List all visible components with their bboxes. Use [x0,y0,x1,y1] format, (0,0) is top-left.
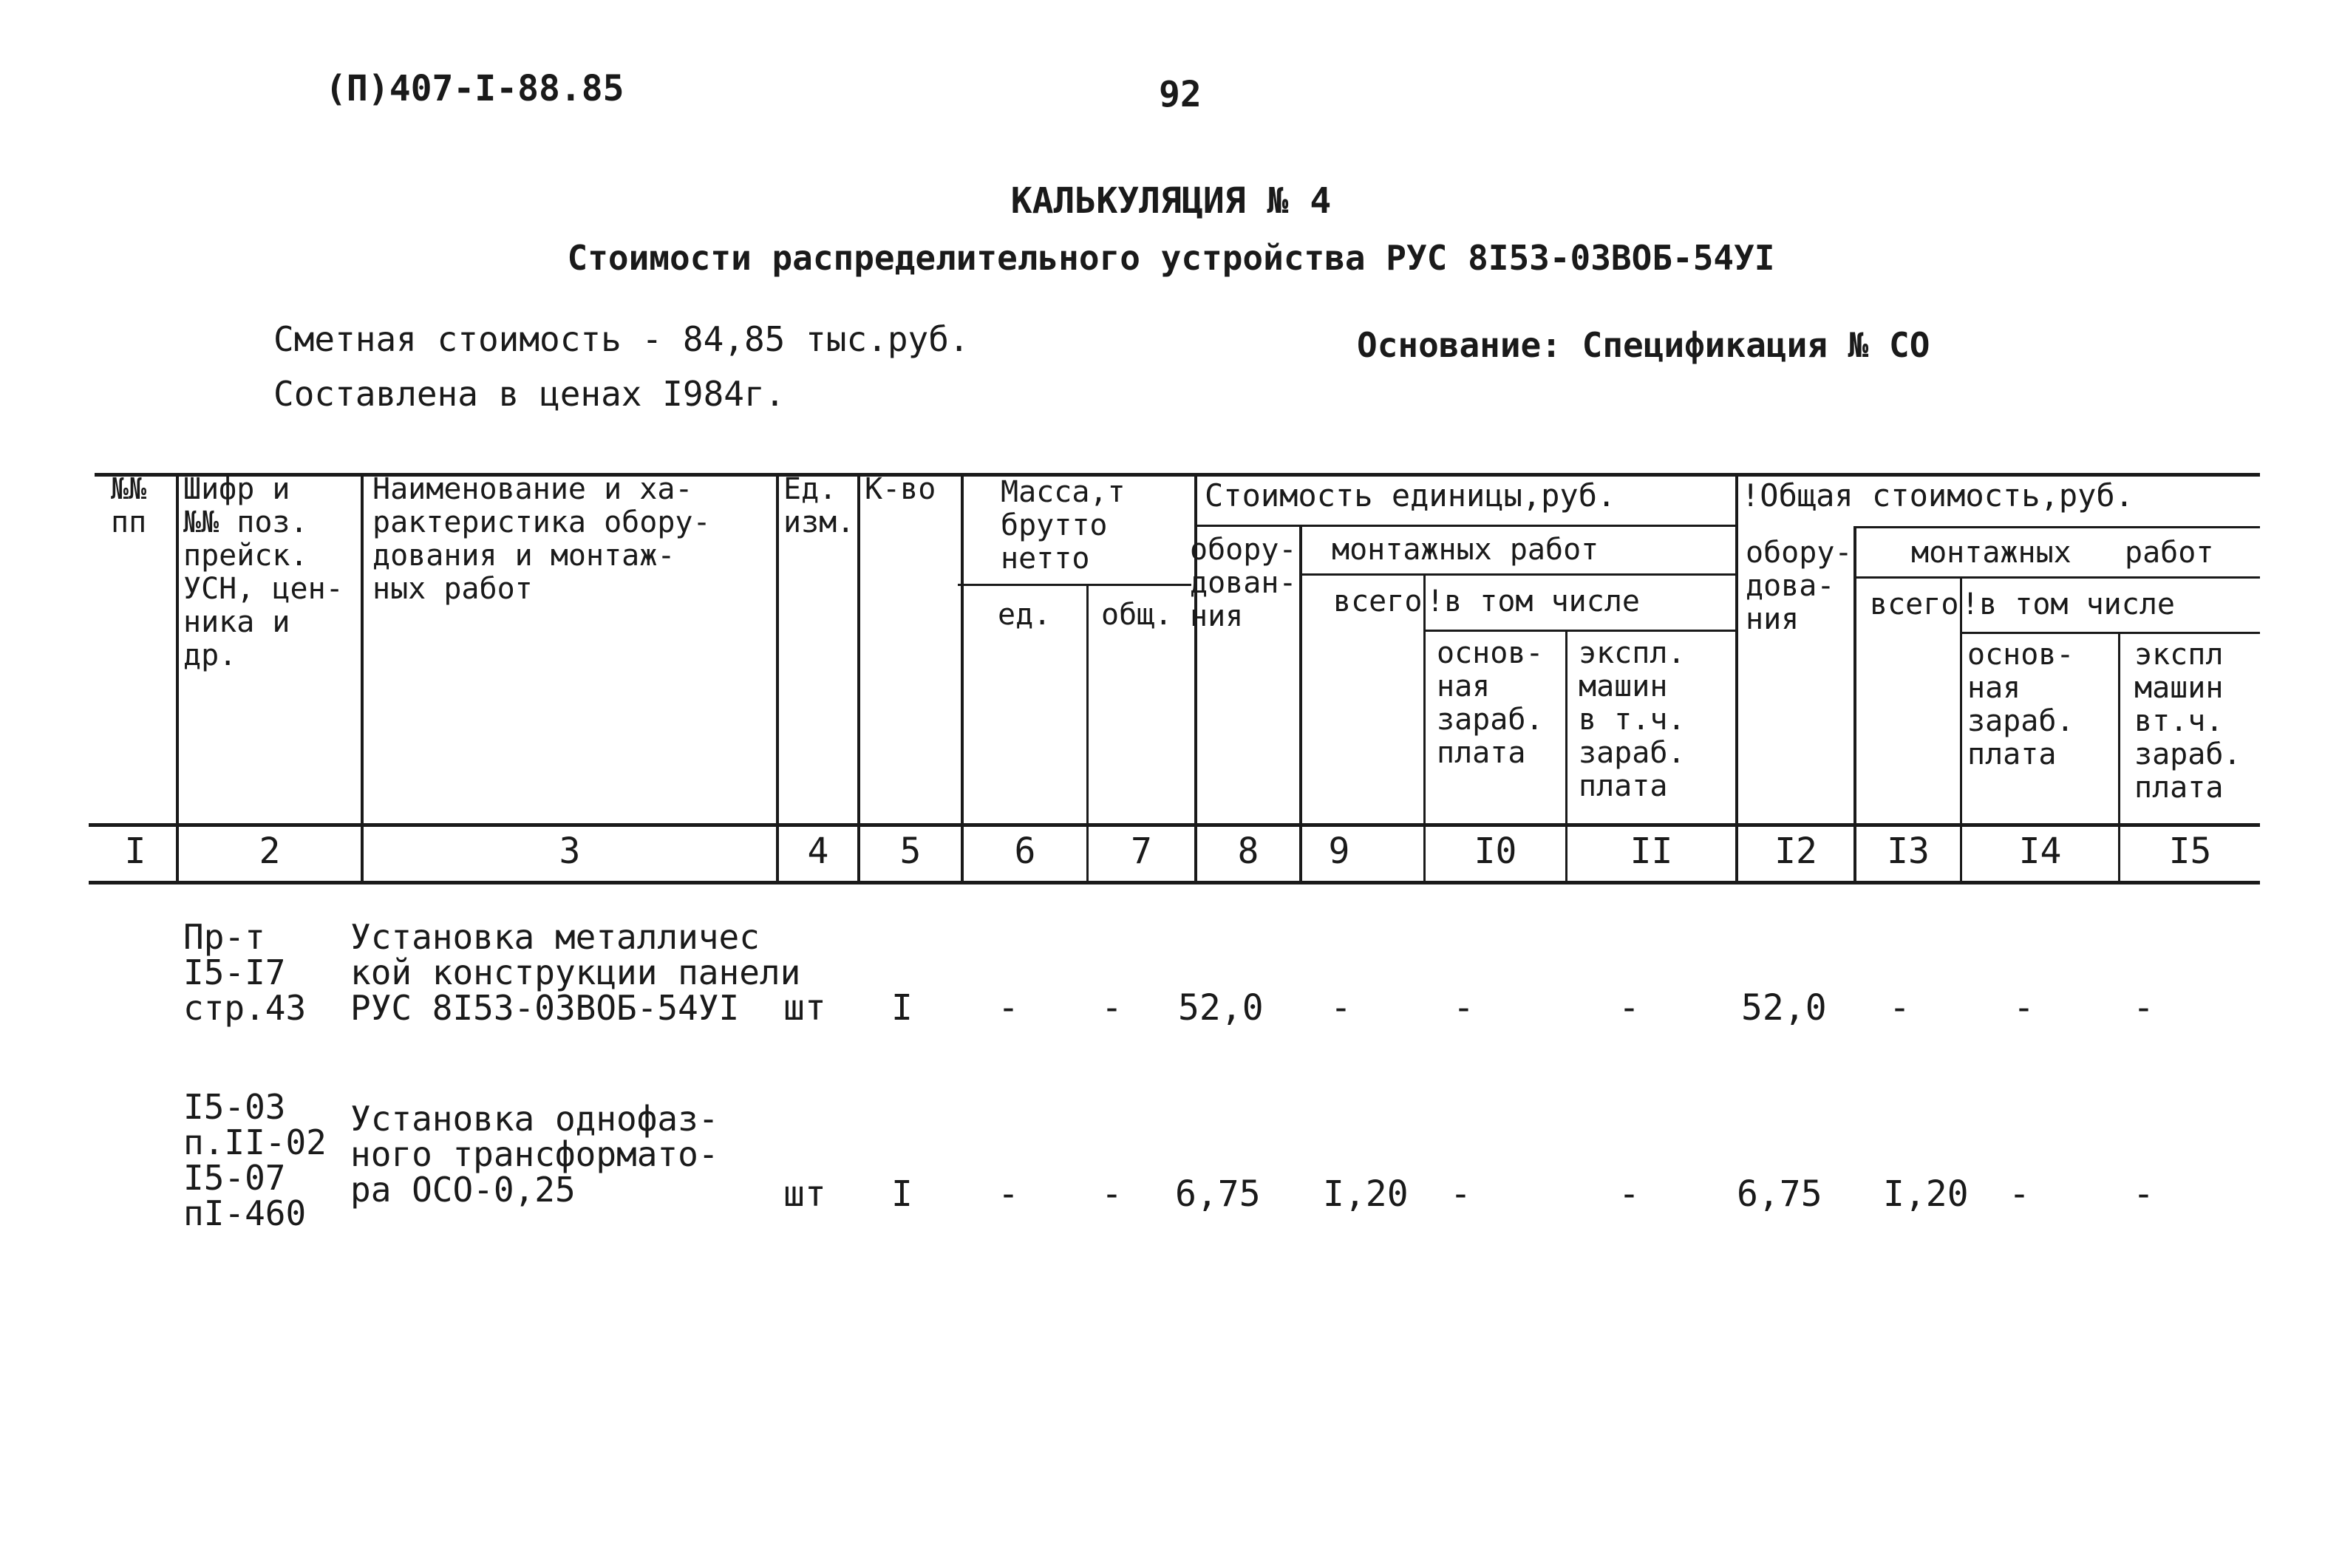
col-14-header: основ- ная зараб. плата [1967,638,2074,771]
col-12-header: обору- дова- ния [1746,536,1853,636]
row-total-machines: - [2133,987,2154,1029]
header-bottom-line [89,823,2260,827]
col-number: I3 [1887,831,1930,872]
col-number: 5 [899,831,922,872]
estimated-cost: Сметная стоимость - 84,85 тыс.руб. [273,319,970,359]
row-total-install: - [1889,987,1910,1029]
numbers-bottom-line [89,881,2260,884]
col-number: 6 [1014,831,1036,872]
col-8-header: обору- дован- ния [1190,533,1297,633]
total-incl-underline [1960,632,2260,634]
unit-cost-header: Стоимость единицы,руб. [1205,477,1616,514]
row-unit-install: I,20 [1323,1173,1409,1215]
col-number: I2 [1774,831,1817,872]
total-cost-underline [1856,526,2260,528]
mass-underline [958,584,1191,586]
total-cost-header: !Общая стоимость,руб. [1741,477,2134,514]
row-unit-equipment: 52,0 [1178,987,1264,1029]
col-7-header: общ. [1101,598,1173,632]
col-15-header: экспл машин вт.ч. зараб. плата [2134,638,2241,805]
unit-cost-underline [1196,525,1737,527]
col-number: I0 [1474,831,1517,872]
total-install-underline [1856,576,2260,579]
col-3-header: Наименование и ха- рактеристика обору- дования и монтаж- ных работ [372,472,711,606]
row-unit-machines: - [1618,987,1640,1029]
col-number: 3 [559,831,581,872]
unit-incl-underline [1425,630,1737,632]
row-mass-unit: - [998,987,1019,1029]
col-4-header: Ед. изм. [783,472,855,539]
col-2-header: Шифр и №№ поз. прейск. УСН, цен- ника и др. [183,472,344,672]
unit-install-underline [1301,573,1737,576]
col-number: I [124,831,146,872]
unit-install-header: монтажных работ [1332,533,1599,567]
row-mass-total: - [1101,987,1123,1029]
row-mass-total: - [1101,1173,1123,1215]
row-qty: I [891,987,913,1029]
col-number: I4 [2018,831,2062,872]
row-total-wages: - [2013,987,2035,1029]
page-number: 92 [1159,74,1202,115]
total-install-header: монтажных работ [1911,536,2214,570]
col-number: 8 [1237,831,1259,872]
document-code: (П)407-I-88.85 [325,68,624,109]
row-unit-equipment: 6,75 [1175,1173,1261,1215]
row-total-equipment: 6,75 [1737,1173,1822,1215]
row-unit-machines: - [1618,1173,1640,1215]
prices-year: Составлена в ценах I984г. [273,374,786,414]
mass-header: Масса,т брутто нетто [1001,475,1126,576]
row-unit-wages: - [1453,987,1474,1029]
row-name: Установка однофаз- ного трансформато- ра ОСО-0,25 [350,1099,719,1210]
row-name: Установка металличес кой конструкции панели РУС 8I53-03ВОБ-54УI [350,917,801,1028]
col-number: 4 [807,831,829,872]
document-subtitle: Стоимости распределительного устройства РУС 8I53-03ВОБ-54УI [567,238,1775,278]
row-qty: I [891,1173,913,1215]
col-1-header: №№ пп [111,472,147,539]
row-total-equipment: 52,0 [1741,987,1827,1029]
row-unit-wages: - [1450,1173,1471,1215]
col-9-header: всего [1333,584,1423,618]
row-unit: шт [783,987,826,1029]
unit-incl-header: !в том числе [1426,584,1640,618]
col-number: I5 [2168,831,2212,872]
row-code: I5-03 п.II-02 I5-07 пI-460 [183,1087,327,1233]
col-11-header: экспл. машин в т.ч. зараб. плата [1579,636,1686,803]
row-code: Пр-т I5-I7 стр.43 [183,917,307,1028]
row-unit-install: - [1330,987,1352,1029]
col-number: 2 [259,831,281,872]
basis: Основание: Спецификация № СО [1357,325,1930,365]
row-unit: шт [783,1173,826,1215]
col-13-header: всего [1870,587,1959,621]
col-6-header: ед. [998,598,1052,632]
total-incl-header: !в том числе [1961,587,2175,621]
col-number: 9 [1328,831,1350,872]
row-total-wages: - [2009,1173,2030,1215]
col-number: 7 [1131,831,1152,872]
document-title: КАЛЬКУЛЯЦИЯ № 4 [1010,180,1332,222]
row-mass-unit: - [998,1173,1019,1215]
col-number: II [1630,831,1673,872]
col-5-header: К-во [865,472,936,506]
row-total-machines: - [2133,1173,2154,1215]
row-total-install: I,20 [1883,1173,1969,1215]
col-10-header: основ- ная зараб. плата [1437,636,1544,770]
